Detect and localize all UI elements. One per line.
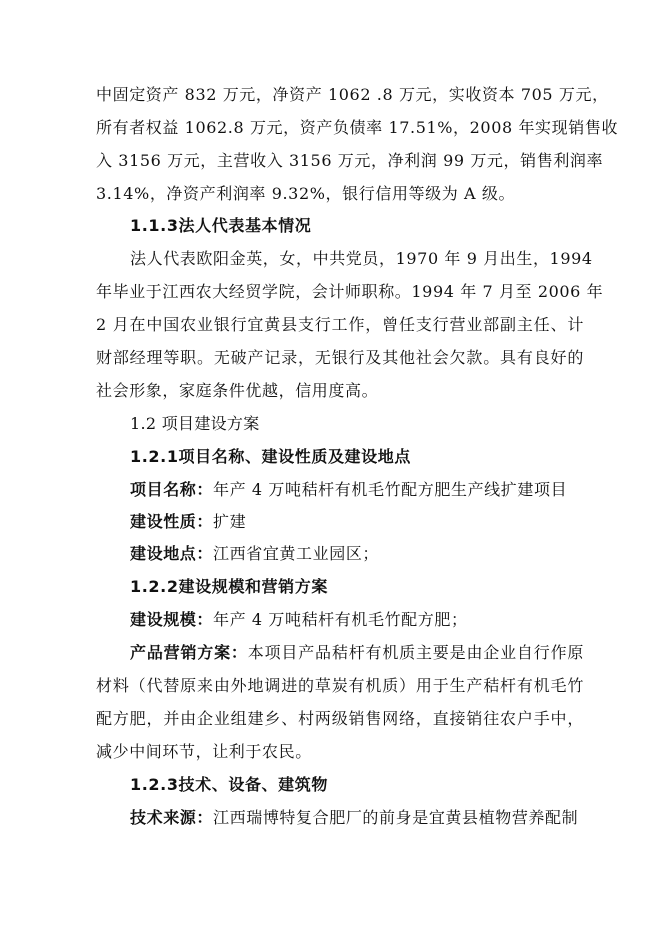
marketing-line-2: 材料（代替原来由外地调进的草炭有机质）用于生产秸杆有机毛竹 (96, 676, 584, 695)
build-site-row (130, 539, 584, 569)
tech-source-value: 江西瑞博特复合肥厂的前身是宜黄县植物营养配制 (213, 808, 579, 827)
build-scale-row (130, 605, 584, 635)
financials-line-2: 所有者权益 1062.8 万元，资产负债率 17.51%，2008 年实现销售收 (96, 118, 619, 137)
legal-rep-line-3: 2 月在中国农业银行宜黄县支行工作，曾任支行营业部副主任、计 (96, 315, 584, 334)
financials-line-3: 入 3156 万元，主营收入 3156 万元，净利润 99 万元，销售利润率 (96, 151, 604, 170)
legal-rep-line-5: 社会形象，家庭条件优越，信用度高。 (96, 381, 379, 400)
marketing-line-3: 配方肥，并由企业组建乡、村两级销售网络，直接销往农户手中， (96, 709, 584, 728)
marketing-line-1 (130, 638, 584, 668)
build-scale-label: 建设规模： (130, 610, 214, 629)
build-nature-label: 建设性质： (130, 512, 214, 531)
build-site-value: 江西省宜黄工业园区； (213, 544, 380, 563)
legal-rep-line-2: 年毕业于江西农大经贸学院，会计师职称。1994 年 7 月至 2006 年 (96, 282, 604, 301)
section-heading-1-1-3: 1.1.3法人代表基本情况 (130, 216, 312, 235)
financials-line-4: 3.14%，净资产利润率 9.32%，银行信用等级为 A 级。 (96, 184, 516, 203)
tech-source-row (130, 803, 584, 833)
build-nature-row (130, 507, 584, 537)
build-site-label: 建设地点： (130, 544, 214, 563)
project-name-value: 年产 4 万吨秸杆有机毛竹配方肥生产线扩建项目 (213, 480, 568, 499)
section-heading-1-2-2: 1.2.2建设规模和营销方案 (130, 577, 328, 596)
tech-source-label: 技术来源： (130, 808, 214, 827)
financials-line-1: 中固定资产 832 万元，净资产 1062 .8 万元，实收资本 705 万元， (96, 85, 609, 104)
section-heading-1-2: 1.2 项目建设方案 (130, 414, 260, 433)
legal-rep-line-4: 财部经理等职。无破产记录，无银行及其他社会欠款。具有良好的 (96, 348, 584, 367)
legal-rep-line-1: 法人代表欧阳金英，女，中共党员，1970 年 9 月出生，1994 (130, 249, 593, 268)
section-heading-1-2-3: 1.2.3技术、设备、建筑物 (130, 775, 328, 794)
build-scale-value: 年产 4 万吨秸杆有机毛竹配方肥； (213, 610, 468, 629)
project-name-label: 项目名称： (130, 480, 214, 499)
marketing-label: 产品营销方案： (130, 643, 248, 662)
marketing-line-4: 减少中间环节，让利于农民。 (96, 742, 312, 761)
section-heading-1-2-1: 1.2.1项目名称、建设性质及建设地点 (130, 447, 411, 466)
project-name-row (130, 475, 584, 505)
build-nature-value: 扩建 (213, 512, 247, 531)
marketing-line-1-text: 本项目产品秸杆有机质主要是由企业自行作原 (247, 643, 584, 662)
